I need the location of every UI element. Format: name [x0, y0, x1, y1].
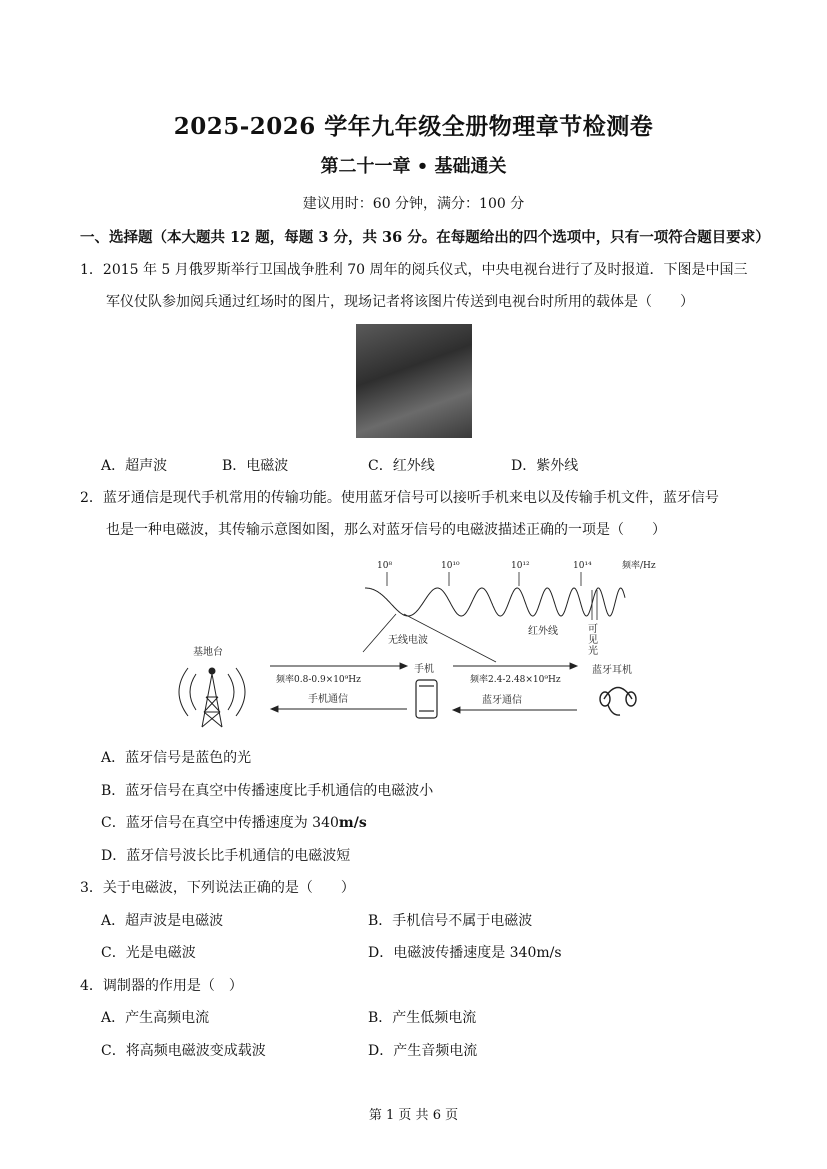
- q4-option-a[interactable]: A．产生高频电流: [101, 1010, 210, 1026]
- q1-option-b[interactable]: B．电磁波: [222, 458, 289, 474]
- headset-label: 蓝牙耳机: [592, 665, 632, 676]
- phone-icon: [416, 680, 437, 718]
- frequency-right-label: 频率2.4-2.48×10⁹Hz: [470, 675, 561, 685]
- q2-option-a[interactable]: A．蓝牙信号是蓝色的光: [101, 750, 252, 766]
- infrared-label: 红外线: [528, 626, 558, 637]
- tick-label-1e12: 10¹²: [511, 561, 530, 571]
- radio-bracket-left: [363, 614, 396, 652]
- question-2-line-2: 也是一种电磁波，其传输示意图如图，那么对蓝牙信号的电磁波描述正确的一项是（ ）: [106, 522, 666, 538]
- em-spectrum-wave: [365, 588, 625, 616]
- visible-light-label-2: 见: [588, 635, 598, 646]
- timing-note: 建议用时：60 分钟，满分：100 分: [302, 196, 525, 212]
- radio-wave-label: 无线电波: [388, 635, 428, 646]
- question-1-line-2: 军仪仗队参加阅兵通过红场时的图片，现场记者将该图片传送到电视台时所用的载体是（ ）: [106, 294, 694, 310]
- phone-comm-label: 手机通信: [308, 694, 348, 705]
- tick-label-1e8: 10⁸: [377, 561, 393, 571]
- question-2-line-1: 2．蓝牙通信是现代手机常用的传输功能。使用蓝牙信号可以接听手机来电以及传输手机文件，蓝牙信号: [80, 490, 719, 506]
- bluetooth-transmission-diagram: [160, 552, 680, 730]
- q4-option-d[interactable]: D．产生音频电流: [368, 1043, 478, 1059]
- chapter-subtitle: 第二十一章 • 基础通关: [320, 156, 507, 177]
- question-4: 4．调制器的作用是（ ）: [80, 978, 243, 994]
- page-footer: 第 1 页 共 6 页: [368, 1108, 459, 1123]
- q2-option-d[interactable]: D．蓝牙信号波长比手机通信的电磁波短: [101, 848, 351, 864]
- frequency-axis-label: 频率/Hz: [622, 561, 656, 571]
- q3-option-a[interactable]: A．超声波是电磁波: [101, 913, 224, 929]
- q2-option-c[interactable]: [101, 812, 367, 832]
- q3-option-c[interactable]: C．光是电磁波: [101, 945, 196, 961]
- q4-option-c[interactable]: C．将高频电磁波变成载波: [101, 1043, 266, 1059]
- q2-option-b[interactable]: B．蓝牙信号在真空中传播速度比手机通信的电磁波小: [101, 783, 434, 799]
- question-3: 3．关于电磁波，下列说法正确的是（ ）: [80, 880, 355, 896]
- visible-light-label-3: 光: [588, 646, 598, 657]
- headset-icon: [600, 688, 636, 716]
- q1-option-d[interactable]: D．紫外线: [511, 458, 579, 474]
- q1-option-c[interactable]: C．红外线: [368, 458, 435, 474]
- q1-option-a[interactable]: A．超声波: [101, 458, 168, 474]
- section-heading: 一、选择题（本大题共 12 题，每题 3 分，共 36 分。在每题给出的四个选项中，只有一项符合题目要求）: [80, 229, 770, 246]
- question-1-line-1: 1．2015 年 5 月俄罗斯举行卫国战争胜利 70 周年的阅兵仪式，中央电视台进行了及时报道．下图是中国三: [80, 262, 748, 278]
- bluetooth-comm-label: 蓝牙通信: [482, 695, 522, 706]
- page-title: 2025-2026 学年九年级全册物理章节检测卷: [173, 113, 654, 140]
- q3-option-d[interactable]: D．电磁波传播速度是 340m/s: [368, 945, 562, 961]
- frequency-left-label: 频率0.8-0.9×10⁹Hz: [276, 675, 361, 685]
- q3-option-b[interactable]: B．手机信号不属于电磁波: [368, 913, 533, 929]
- base-station-tower-icon: [179, 668, 245, 727]
- parade-photo: [356, 324, 472, 438]
- q2-option-c-unit: m/s: [338, 815, 367, 831]
- phone-label: 手机: [414, 664, 434, 675]
- base-station-label: 基地台: [193, 647, 223, 658]
- tick-label-1e10: 10¹⁰: [441, 561, 460, 571]
- q4-option-b[interactable]: B．产生低频电流: [368, 1010, 477, 1026]
- q2-option-c-text: C．蓝牙信号在真空中传播速度为 340: [101, 815, 339, 831]
- tick-label-1e14: 10¹⁴: [573, 561, 592, 571]
- visible-light-label-1: 可: [588, 624, 598, 635]
